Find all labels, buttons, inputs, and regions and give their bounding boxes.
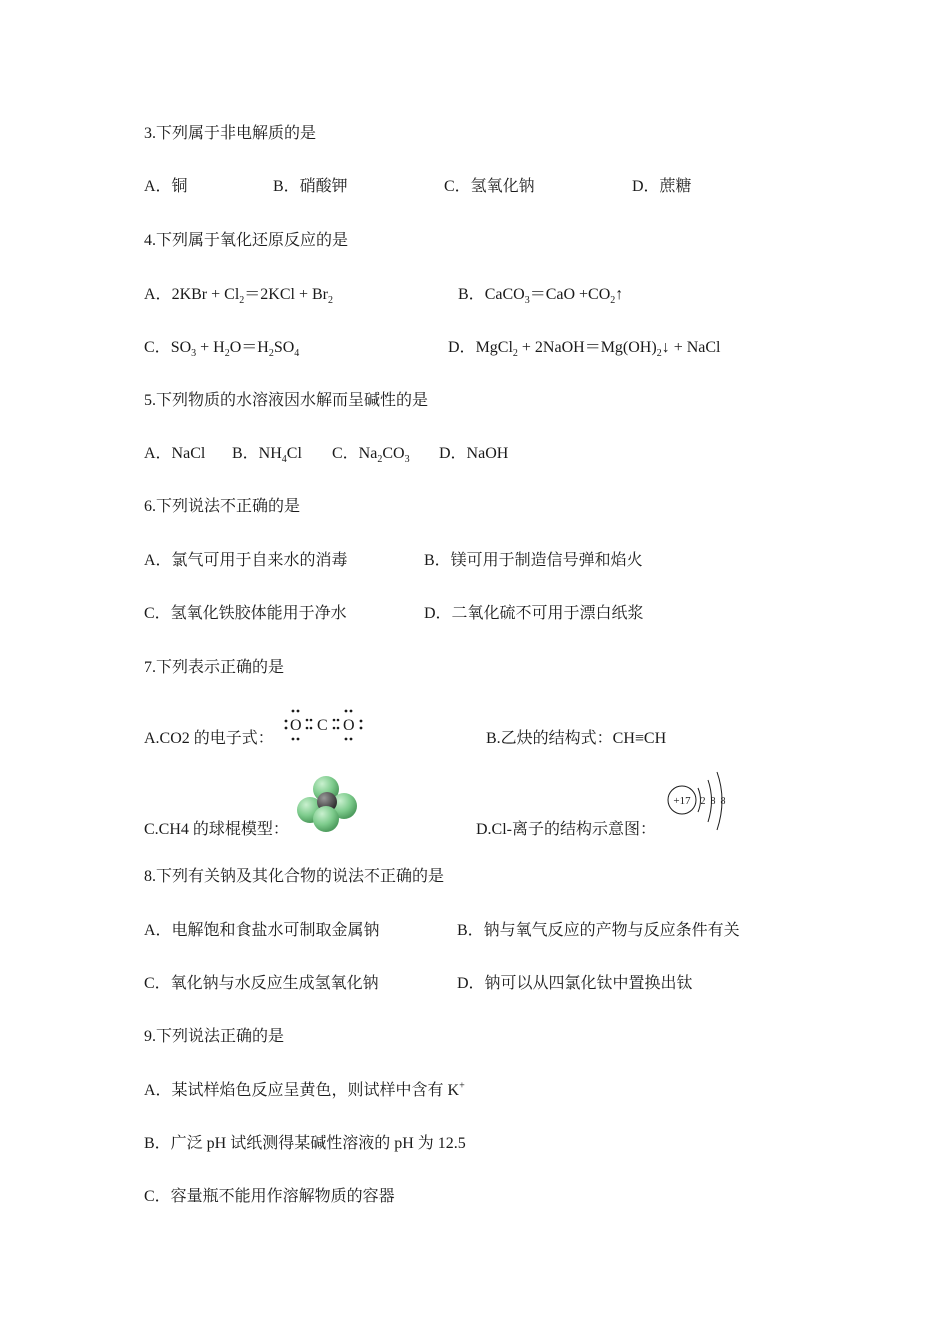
q9-option-c: C．容量瓶不能用作溶解物质的容器 (144, 1188, 395, 1205)
q9-option-a: A．某试样焰色反应呈黄色，则试样中含有 K+ (144, 1080, 465, 1099)
ch4-ball-model-image (296, 774, 360, 834)
q8-option-c: C．氧化钠与水反应生成氢氧化钠 (144, 975, 379, 992)
q6-option-b: B．镁可用于制造信号弹和焰火 (424, 552, 643, 569)
q8-option-d: D．钠可以从四氯化钛中置换出钛 (457, 975, 693, 992)
q4-option-b: B．CaCO$_3$＝CaO $+CO_2↑$ (458, 286, 624, 307)
cl-ion-structure-diagram (664, 768, 734, 834)
q4-stem: 4.下列属于氧化还原反应的是 (144, 232, 349, 249)
q7-option-a: A.CO2 的电子式： (144, 730, 274, 747)
q6-option-c: C．氢氧化铁胶体能用于净水 (144, 605, 347, 622)
cl-shell-1-count: 2 (700, 796, 706, 807)
q7-stem: 7.下列表示正确的是 (144, 659, 285, 676)
q4-option-d: D．MgCl$_2$ + $2NaOH=Mg(OH)_2↓$ + NaCl (448, 339, 721, 360)
q9-stem: 9.下列说法正确的是 (144, 1028, 285, 1045)
q5-option-c: C．$Na_2CO_3$ (332, 445, 410, 466)
cl-shell-3-count: 8 (720, 796, 726, 807)
q5-option-a: A．NaCl (144, 445, 206, 462)
q8-option-a: A．电解饱和食盐水可制取金属钠 (144, 922, 380, 939)
q4-option-a: A．$2KBr + Cl_2=2KCl + Br_2$ (144, 286, 333, 307)
q6-option-a: A．氯气可用于自来水的消毒 (144, 552, 348, 569)
q8-option-b: B．钠与氧气反应的产物与反应条件有关 (457, 922, 740, 939)
q7-option-c: C.CH4 的球棍模型： (144, 821, 289, 838)
q6-stem: 6.下列说法不正确的是 (144, 498, 301, 515)
q3-stem: 3.下列属于非电解质的是 (144, 125, 317, 142)
q4-option-c: C．$SO_3 + H_2O=H_2SO_4$ (144, 339, 300, 360)
q7-option-b: B.乙炔的结构式：CH≡CH (486, 730, 667, 747)
q7-option-d: D.Cl-离子的结构示意图： (476, 821, 657, 838)
q3-option-a: A．铜 (144, 178, 188, 195)
q3-option-d: D．蔗糖 (632, 178, 692, 195)
q5-option-b: B．$NH_4Cl$ (232, 445, 302, 466)
q8-stem: 8.下列有关钠及其化合物的说法不正确的是 (144, 868, 445, 885)
q6-option-d: D．二氧化硫不可用于漂白纸浆 (424, 605, 644, 622)
co2-c-label: C (317, 717, 328, 734)
co2-electron-formula (282, 706, 366, 744)
q3-option-b: B．硝酸钾 (273, 178, 348, 195)
q9-option-b: B．广泛 pH 试纸测得某碱性溶液的 pH 为 12.5 (144, 1135, 466, 1152)
q5-option-d: D．NaOH (439, 445, 509, 462)
cl-nucleus-charge: +17 (673, 795, 691, 807)
q5-stem: 5.下列物质的水溶液因水解而呈碱性的是 (144, 392, 429, 409)
co2-o1-label: O (290, 717, 302, 734)
q3-option-c: C．氢氧化钠 (444, 178, 535, 195)
cl-shell-2-count: 8 (710, 796, 716, 807)
co2-o2-label: O (343, 717, 355, 734)
